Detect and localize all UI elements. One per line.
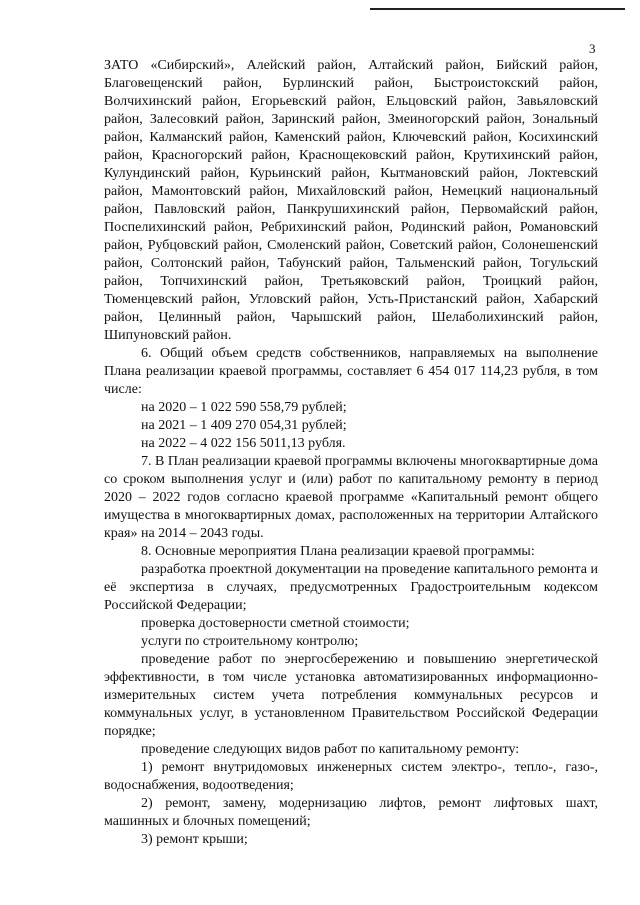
energy-saving-item: проведение работ по энергосбережению и повышению энергетической эффективности, в том числе установка автоматизированных информационно-измерительных систем учета потребления коммунальных ресурсов и коммунальных услуг, в установленном Правительством Российской Федерации порядке; bbox=[104, 652, 598, 739]
work-item-1: 1) ремонт внутридомовых инженерных систем электро-, тепло-, газо-, водоснабжения, водоотведения; bbox=[104, 760, 598, 793]
work-item-3: 3) ремонт крыши; bbox=[141, 832, 248, 847]
work-item-2: 2) ремонт, замену, модернизацию лифтов, ремонт лифтовых шахт, машинных и блочных помещений; bbox=[104, 796, 598, 829]
construction-control-item: услуги по строительному контролю; bbox=[141, 634, 359, 649]
amount-2022-line: на 2022 – 4 022 156 5011,13 рубля. bbox=[141, 436, 346, 451]
districts-paragraph: ЗАТО «Сибирский», Алейский район, Алтайский район, Бийский район, Благовещенский район, Бурлинский район, Быстроистокский район, Волчихинский район, Егорьевский район, Ельцовский район, Завьяловский район, Залесовкий район, Заринский район, Змеиногорский район, Зональный район, Калманский район, Каменский район, Ключевский район, Косихинский район, Красногорский район, Краснощековский район, Крутихинский район, Кулундинский район, Курьинский район, Кытмановский район, Локтевский район, Мамонтовский район, Михайловский район, Немецкий национальный район, Павловский район, Панкрушихинский район, Первомайский район, Поспелихинский район, Ребрихинский район, Родинский район, Романовский район, Рубцовский район, Смоленский район, Советский район, Солонешенский район, Солтонский район, Табунский район, Тальменский район, Тогульский район, Топчихинский район, Третьяковский район, Троицкий район, Тюменцевский район, Угловский район, Усть-Пристанский район, Хабарский район, Целинный район, Чарышский район, Шелаболихинский район, Шипуновский район. bbox=[104, 58, 598, 343]
works-intro-item: проведение следующих видов работ по капитальному ремонту: bbox=[141, 742, 520, 757]
section-7-paragraph: 7. В План реализации краевой программы включены многоквартирные дома со сроком выполнения услуг и (или) работ по капитальному ремонту в период 2020 – 2022 годов согласно краевой программе «Капитальный ремонт общего имущества в многоквартирных домах, расположенных на территории Алтайского края» на 2014 – 2043 годы. bbox=[104, 454, 598, 541]
estimate-verification-item: проверка достоверности сметной стоимости; bbox=[141, 616, 410, 631]
document-body bbox=[104, 57, 598, 849]
amount-2021-line: на 2021 – 1 409 270 054,31 рублей; bbox=[141, 418, 347, 433]
header-rule bbox=[370, 8, 625, 10]
page-number: 3 bbox=[589, 41, 596, 56]
design-documentation-item: разработка проектной документации на проведение капитального ремонта и её экспертиза в случаях, предусмотренных Градостроительным кодексом Российской Федерации; bbox=[104, 562, 598, 613]
section-6-paragraph: 6. Общий объем средств собственников, направляемых на выполнение Плана реализации краевой программы, составляет 6 454 017 114,23 рубля, в том числе: bbox=[104, 346, 598, 397]
amount-2020-line: на 2020 – 1 022 590 558,79 рублей; bbox=[141, 400, 347, 415]
section-8-paragraph: 8. Основные мероприятия Плана реализации краевой программы: bbox=[141, 544, 535, 559]
